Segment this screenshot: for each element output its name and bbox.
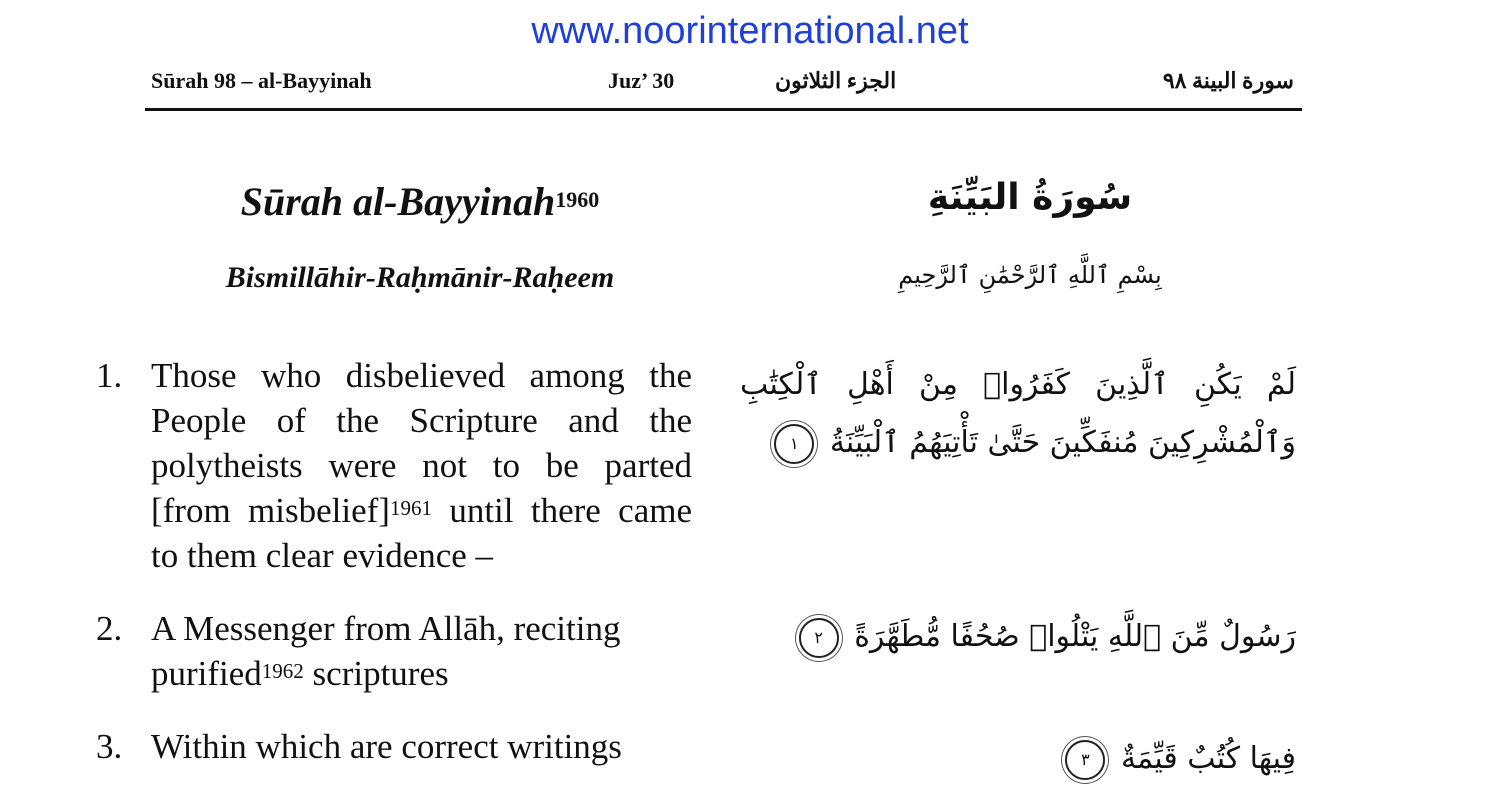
verse-text-part: until there came to them clear evidence – [151,491,692,575]
surah-title-ar: سُورَةُ البَيِّنَةِ [927,177,1133,218]
verse-number: 3. [96,727,123,766]
verse-text-part: Those who disbelieved among the People of the Scripture and the polytheists were not to be parted [from misbelief] [151,356,692,530]
bismillah-en: Bismillāhir-Raḥmānir-Raḥeem [225,261,615,294]
verse-en-2 [96,606,692,696]
verse-arabic-text: رَسُولٌ مِّنَ ٱللَّهِ يَتْلُوا۟ صُحُفًا مُّطَهَّرَةً [854,619,1296,654]
surah-footnote: 1960 [555,187,600,212]
verse-text-part: Within which are correct writings [151,727,622,766]
verse-text [151,353,692,578]
ayah-end-mark-icon: ٢ [799,618,839,658]
website-url: www.noorinternational.net [531,10,969,52]
verse-text-part: scriptures [303,654,449,693]
surah-title-en [160,176,680,228]
verse-ar-1 [740,356,1296,472]
juz-label-en: Juz’ 30 [608,68,675,93]
surah-name-en: Sūrah al-Bayyinah [240,179,556,224]
verse-number: 1. [96,356,123,395]
verse-ar-2 [740,608,1296,666]
verse-ar-3 [740,730,1296,788]
verse-number: 2. [96,609,123,648]
surah-label-en: Sūrah 98 – al-Bayyinah [151,68,372,93]
verse-footnote: 1961 [389,496,432,520]
verse-text [151,606,692,696]
running-header [145,60,1302,111]
juz-label-ar: الجزء الثلاثون [775,68,897,93]
verse-arabic-text: فِيهَا كُتُبٌ قَيِّمَةٌ [1120,741,1296,776]
bismillah-ar: بِسْمِ ٱللَّهِ ٱلرَّحْمَٰنِ ٱلرَّحِيمِ [898,261,1162,289]
verse-text-part: A Messenger from Allāh, reciting purified [151,609,621,693]
verse-text [151,724,692,769]
surah-label-ar: سورة البينة ٩٨ [1162,68,1294,93]
verse-en-1 [96,353,692,578]
verse-arabic-text: لَمْ يَكُنِ ٱلَّذِينَ كَفَرُوا۟ مِنْ أَهْلِ ٱلْكِتَٰبِ وَٱلْمُشْرِكِينَ مُنفَكِّينَ حَتَّىٰ تَأْتِيَهُمُ ٱلْبَيِّنَةُ [740,367,1296,460]
ayah-end-mark-icon: ١ [774,424,814,464]
verse-footnote: 1962 [261,659,304,683]
verse-en-3 [96,724,692,769]
ayah-end-mark-icon: ٣ [1065,740,1105,780]
